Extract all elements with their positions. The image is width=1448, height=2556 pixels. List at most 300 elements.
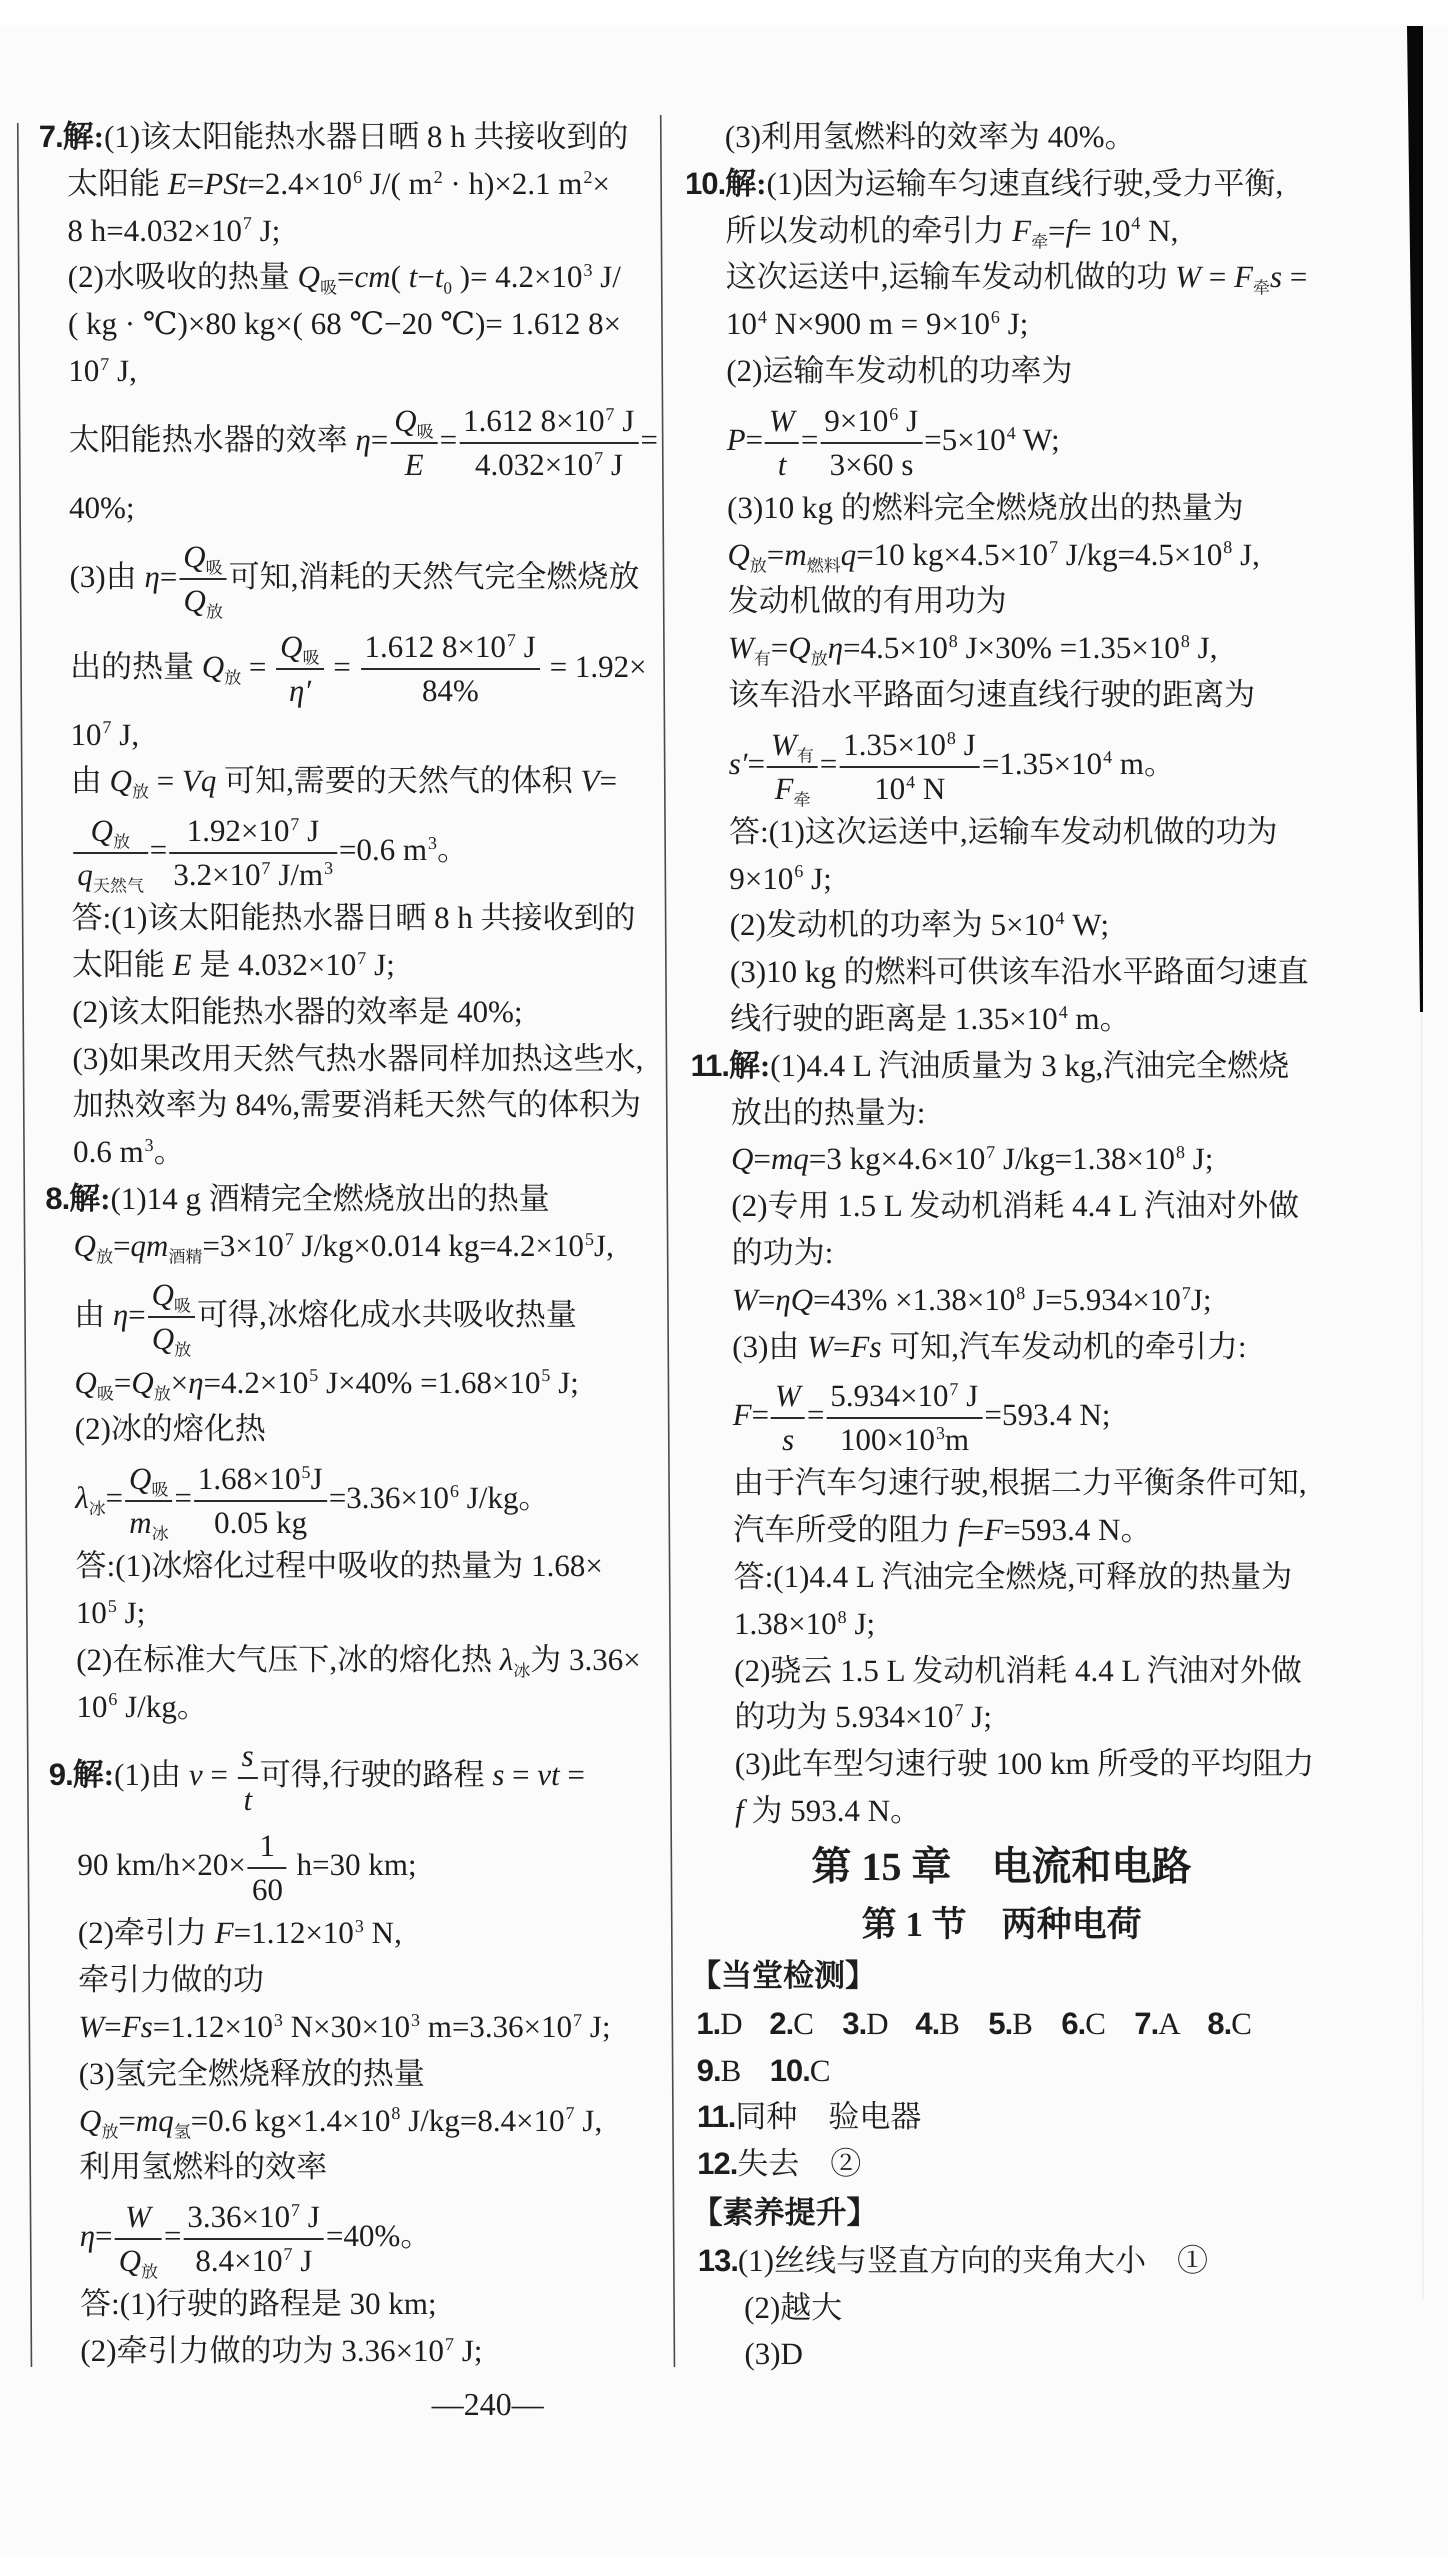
section-title <box>672 1899 1332 1951</box>
text-line <box>20 485 663 532</box>
text-run: 太阳能 <box>67 165 168 201</box>
fraction-bar <box>169 852 337 854</box>
text-line <box>670 1694 1330 1741</box>
subscript: 放 <box>205 602 223 622</box>
answer-number: 9. <box>696 2052 721 2088</box>
text-run: J, <box>1232 536 1260 572</box>
fraction <box>459 401 639 485</box>
text-line <box>30 2098 673 2145</box>
fraction <box>771 1376 805 1460</box>
superscript: 5 <box>541 1365 551 1386</box>
superscript: 7 <box>100 353 110 374</box>
subscript: 吸 <box>173 1296 192 1316</box>
subsection-label <box>673 2188 1333 2238</box>
text-run: J, <box>111 716 140 752</box>
superscript: 7 <box>573 2009 583 2030</box>
superscript: 6 <box>108 1689 118 1710</box>
answer-choice <box>842 2001 915 2048</box>
math-italic: E <box>172 946 192 982</box>
math-italic: η <box>355 421 371 457</box>
text-line <box>18 208 661 255</box>
answer-number: 12. <box>697 2146 738 2182</box>
text-line <box>23 1036 666 1083</box>
superscript: 2 <box>583 166 593 187</box>
superscript: 7 <box>102 717 112 738</box>
text-line <box>19 254 662 301</box>
fraction-numerator <box>169 811 337 851</box>
question-number: 11. <box>690 1047 730 1083</box>
text-run: = <box>832 1328 851 1364</box>
text-run: 第 15 章 电流和电路 <box>811 1843 1192 1889</box>
text-run: N×900 m = 9×10 <box>766 306 991 342</box>
text-run: J <box>955 726 976 762</box>
math-italic: f <box>957 1512 967 1548</box>
text-line <box>666 949 1326 996</box>
question-first-line <box>18 114 661 161</box>
fraction-bar <box>73 852 148 854</box>
superscript: 7 <box>242 213 252 234</box>
superscript: 4 <box>1006 422 1016 443</box>
answer-letter: D <box>720 2005 743 2041</box>
math-italic: W <box>1175 259 1202 295</box>
math-italic: t <box>777 446 787 482</box>
text-run: N <box>915 770 946 806</box>
fraction-denominator <box>179 581 227 621</box>
answer-letter: B <box>939 2005 961 2041</box>
fraction-denominator <box>767 769 818 809</box>
text-run: J/kg。 <box>117 1688 208 1724</box>
text-run: = <box>104 2008 122 2044</box>
text-run: = <box>1281 259 1308 295</box>
text-run: 为 593.4 N。 <box>743 1792 922 1828</box>
text-run: 第 1 节 两种电荷 <box>861 1904 1142 1944</box>
math-italic: Q <box>201 648 225 684</box>
text-run: 的功为 5.934×10 <box>734 1699 954 1735</box>
text-line <box>663 485 1323 532</box>
fraction <box>183 2197 324 2281</box>
math-italic: η <box>144 558 160 594</box>
text-run: 可知,消耗的天然气完全燃烧放 <box>228 558 640 594</box>
math-italic: Q <box>727 536 750 572</box>
solution-label: 解: <box>69 1180 111 1216</box>
math-italic: F <box>214 1915 234 1951</box>
text-line <box>661 114 1321 161</box>
text-run: J; <box>1184 1141 1214 1177</box>
text-run: W; <box>1064 907 1110 943</box>
text-line <box>662 301 1322 348</box>
math-italic: mq <box>770 1141 809 1177</box>
text-run: 的功为: <box>731 1234 834 1270</box>
text-line <box>661 208 1321 255</box>
math-italic: η′ <box>288 673 312 709</box>
fraction-bar <box>238 1777 258 1779</box>
text-line <box>666 996 1326 1043</box>
subscript: 吸 <box>320 278 338 298</box>
text-run: = 10 <box>1074 212 1131 248</box>
text-line <box>664 672 1324 719</box>
text-run: 10 <box>75 1594 107 1630</box>
superscript: 7 <box>444 2333 455 2354</box>
superscript: 3 <box>354 1916 364 1937</box>
answer-letter: B <box>720 2052 742 2088</box>
text-run: 失去 ② <box>737 2146 862 2182</box>
text-run: 由于汽车匀速行驶,根据二力平衡条件可知, <box>732 1465 1307 1501</box>
text-run: (2)水吸收的热量 <box>67 259 298 295</box>
text-run: · h)×2.1 m <box>442 165 583 201</box>
answer-letter: A <box>1158 2005 1181 2041</box>
text-run: 汽车所受的阻力 <box>733 1512 959 1548</box>
text-run: =4.5×10 <box>842 630 948 666</box>
superscript: 7 <box>506 630 516 651</box>
subscript: 0 <box>443 278 453 298</box>
math-italic: mq <box>135 2102 174 2138</box>
math-italic: Q <box>118 2243 142 2278</box>
text-run: =3.36×10 <box>328 1480 450 1516</box>
text-run: = <box>599 763 618 799</box>
text-run: J/( m <box>361 165 433 201</box>
text-run: 0.05 kg <box>213 1505 308 1541</box>
fraction-denominator <box>169 855 337 895</box>
subscript: 天然气 <box>92 876 144 896</box>
text-run: m。 <box>1111 745 1176 781</box>
subscript: 放 <box>810 649 828 669</box>
text-run: 牵引力做的功 <box>77 1962 265 1998</box>
text-run: (3)由 <box>69 558 145 594</box>
text-run: J <box>299 813 320 849</box>
math-italic: t <box>408 259 418 295</box>
math-italic: t <box>434 259 444 295</box>
text-line <box>664 578 1324 625</box>
text-run: 答:(1)这次运送中,运输车发动机做的功为 <box>728 813 1278 849</box>
question-first-line <box>661 161 1321 208</box>
text-line <box>26 1543 669 1590</box>
text-run: 所以发动机的牵引力 <box>725 212 1013 248</box>
text-run: = <box>202 1757 236 1793</box>
text-run: ( kg · ℃)×80 kg×( 68 ℃−20 ℃)= 1.612 8× <box>67 306 622 342</box>
superscript: 7 <box>290 813 300 834</box>
text-run: 1.612 8×10 <box>462 402 605 438</box>
fraction <box>73 811 148 895</box>
question-first-line <box>24 1176 667 1223</box>
subscript: 吸 <box>302 648 320 668</box>
fraction-denominator <box>771 1420 805 1460</box>
formula-line <box>19 395 663 485</box>
text-line <box>663 532 1323 579</box>
text-run: 加热效率为 84%,需要消耗天然气的体积为 <box>72 1087 642 1123</box>
math-italic: P <box>726 421 746 457</box>
math-italic: F <box>732 1397 752 1433</box>
fraction-bar <box>390 442 437 444</box>
question-number: 10. <box>685 165 726 201</box>
math-italic: s′ <box>728 745 748 781</box>
fraction <box>826 1376 983 1460</box>
text-run: J <box>958 1378 979 1414</box>
subscript: 吸 <box>96 1384 114 1403</box>
text-line <box>31 2328 674 2375</box>
text-run: 放出的热量为: <box>730 1094 926 1130</box>
text-run: =1.35×10 <box>981 745 1103 781</box>
fraction-bar <box>183 2238 324 2240</box>
math-italic: η <box>188 1364 204 1400</box>
math-italic: W <box>768 402 795 438</box>
subscript: 放 <box>749 556 767 576</box>
text-run: = <box>800 421 819 457</box>
left-column <box>18 114 675 2375</box>
math-italic: Q <box>151 1277 175 1313</box>
text-run: J/kg×0.014 kg=4.2×10 <box>293 1227 585 1263</box>
text-line <box>667 1183 1327 1230</box>
math-italic: W <box>727 630 754 666</box>
text-run: × <box>592 165 611 201</box>
superscript: 4 <box>1058 1001 1068 1022</box>
superscript: 5 <box>309 1365 319 1386</box>
text-line <box>19 301 662 348</box>
fraction <box>147 1275 195 1359</box>
solution-label: 解: <box>62 119 105 154</box>
text-line <box>24 1129 667 1176</box>
fraction-denominator <box>459 445 639 485</box>
answer-choice <box>1207 2001 1280 2048</box>
math-italic: f <box>1065 212 1075 248</box>
text-run: (1)丝线与竖直方向的夹角大小 ① <box>737 2242 1209 2278</box>
answer-letter: C <box>1231 2005 1253 2041</box>
math-italic: Q <box>151 1321 175 1357</box>
fraction-numerator <box>765 401 799 441</box>
text-run: =3×10 <box>202 1227 284 1263</box>
text-run: J/kg=8.4×10 <box>400 2102 565 2138</box>
text-line <box>21 712 664 759</box>
subscript: 放 <box>101 2121 119 2141</box>
solution-label: 解: <box>725 165 767 201</box>
math-italic: Q <box>297 259 321 295</box>
superscript: 4 <box>906 771 916 792</box>
text-run: J; <box>1190 1281 1212 1317</box>
answer-choice <box>769 2001 842 2048</box>
fraction-denominator <box>826 1420 982 1460</box>
superscript: 7 <box>284 1228 294 1249</box>
text-run: 1.92×10 <box>186 813 290 849</box>
text-run: = <box>241 648 275 684</box>
fraction-numerator <box>276 627 324 667</box>
answer-subline <box>674 2285 1334 2332</box>
question-number: 9. <box>48 1757 73 1793</box>
math-italic: Q <box>183 539 206 575</box>
text-line <box>29 1910 672 1957</box>
text-run: (1)由 <box>113 1757 190 1793</box>
fraction-numerator <box>194 1459 327 1499</box>
text-run: 【当堂检测】 <box>689 1957 877 1993</box>
fraction <box>237 1736 258 1820</box>
text-run: 0.6 m <box>72 1134 144 1170</box>
fraction-denominator <box>765 445 799 485</box>
text-run: = <box>370 421 389 457</box>
text-run: = <box>94 2218 113 2254</box>
text-run: (1)4.4 L 汽油质量为 3 kg,汽油完全燃烧 <box>770 1047 1290 1083</box>
math-italic: Q <box>73 1227 97 1263</box>
fraction-bar <box>459 442 638 444</box>
superscript: 7 <box>357 947 367 968</box>
text-run: (3)D <box>744 2336 804 2372</box>
superscript: 7 <box>605 403 615 424</box>
text-run: m <box>944 1422 970 1458</box>
text-run: = <box>325 648 359 684</box>
text-line <box>18 161 661 208</box>
text-line <box>30 2051 673 2098</box>
text-run: 可知,需要的天然气的体积 <box>216 763 581 799</box>
text-run: (2)越大 <box>743 2289 843 2325</box>
fraction-denominator <box>183 2241 324 2281</box>
text-run: (2)发动机的功率为 5×10 <box>729 907 1055 943</box>
math-italic: v <box>188 1757 203 1793</box>
superscript: 7 <box>290 2199 301 2220</box>
math-italic: E <box>167 165 187 201</box>
text-run: =593.4 N; <box>984 1397 1111 1433</box>
math-italic: Vq <box>181 763 217 799</box>
text-run: = 1.92× <box>541 648 647 684</box>
text-run: 答:(1)冰熔化过程中吸收的热量为 1.68× <box>75 1548 603 1584</box>
fraction-denominator <box>839 769 980 809</box>
math-italic: W <box>770 726 797 762</box>
question-number: 8. <box>45 1180 70 1216</box>
fraction <box>767 725 818 809</box>
math-italic: λ <box>499 1641 514 1677</box>
superscript: 8 <box>948 631 958 652</box>
subscript: 有 <box>796 746 814 766</box>
text-run: 3×60 s <box>829 446 914 482</box>
fraction <box>820 401 922 485</box>
answer-choice <box>1134 2001 1207 2048</box>
text-run: =10 kg×4.5×10 <box>856 536 1049 572</box>
fraction-numerator <box>360 627 540 667</box>
text-run: = <box>128 1296 146 1332</box>
text-line <box>662 254 1322 301</box>
subscript: 放 <box>131 782 150 802</box>
text-run: J/kg=4.5×10 <box>1057 536 1223 572</box>
text-line <box>671 1788 1331 1835</box>
text-line <box>669 1554 1329 1601</box>
answer-choice <box>696 2001 769 2048</box>
formula-line <box>662 395 1323 485</box>
fraction-bar <box>194 1500 327 1502</box>
question-first-line <box>28 1730 672 1820</box>
fraction-bar <box>148 1316 195 1318</box>
math-italic: F <box>984 1512 1004 1548</box>
text-run: 8 h=4.032×10 <box>67 212 242 248</box>
text-run: J; <box>366 946 395 982</box>
subscript: 放 <box>153 1384 171 1403</box>
answer-number: 3. <box>842 2005 867 2041</box>
superscript: 7 <box>949 1379 959 1400</box>
text-run: 90 km/h×20× <box>77 1847 246 1883</box>
fraction-denominator <box>248 1870 287 1910</box>
text-run: (3)由 <box>732 1328 808 1364</box>
superscript: 7 <box>1049 537 1059 558</box>
text-line <box>19 348 662 395</box>
math-italic: ηQ <box>775 1281 814 1317</box>
text-run: = <box>819 745 838 781</box>
text-line <box>667 1136 1327 1183</box>
fraction-bar <box>179 578 226 580</box>
text-run: = <box>806 1397 825 1433</box>
fraction-numerator <box>237 1736 257 1776</box>
text-run: = <box>745 421 764 457</box>
text-run: J <box>292 2243 313 2278</box>
subsection-label <box>672 1951 1332 2001</box>
math-italic: F <box>1012 212 1032 248</box>
answer-letter: D <box>866 2005 889 2041</box>
math-italic: vt <box>537 1757 560 1793</box>
text-run: (1)该太阳能热水器日晒 8 h 共接收到的 <box>103 119 629 154</box>
math-italic: Q <box>394 402 417 438</box>
answer-number: 1. <box>696 2005 721 2041</box>
answer-number: 13. <box>697 2242 739 2278</box>
math-italic: m <box>784 536 807 572</box>
text-run: 由 <box>70 763 110 799</box>
text-run: 1.68×10 <box>197 1461 301 1497</box>
math-italic: q <box>77 857 93 893</box>
text-line <box>666 902 1326 949</box>
math-italic: Q <box>730 1141 754 1177</box>
text-line <box>27 1684 670 1731</box>
superscript: 7 <box>954 1700 964 1721</box>
math-italic: Q <box>78 2102 102 2138</box>
text-run: J/kg=1.38×10 <box>995 1141 1176 1177</box>
text-line <box>665 809 1325 856</box>
text-run: J <box>515 629 536 665</box>
text-line <box>29 1957 672 2004</box>
right-column <box>661 114 1335 2378</box>
math-italic: cm <box>354 259 391 295</box>
text-run: (2)牵引力做的功为 3.36×10 <box>80 2332 445 2368</box>
math-italic: W <box>731 1281 758 1317</box>
text-run: =1.12×10 <box>233 1915 354 1951</box>
answer-line <box>674 2238 1334 2285</box>
fraction <box>169 811 337 895</box>
text-run: 可得,行驶的路程 <box>259 1757 493 1793</box>
formula-line <box>25 1270 669 1360</box>
text-run: (3)如果改用天然气热水器同样加热这些水, <box>72 1040 644 1076</box>
text-run: 3.2×10 <box>173 857 261 893</box>
text-run: =1.12×10 <box>152 2008 274 2044</box>
superscript: 8 <box>1180 631 1190 652</box>
text-run: =5×10 <box>924 421 1006 457</box>
text-line <box>665 856 1325 903</box>
text-run: (2)在标准大气压下,冰的熔化热 <box>76 1641 500 1677</box>
text-run: 1.38×10 <box>733 1605 837 1641</box>
text-run: 由 <box>73 1296 113 1332</box>
fraction-bar <box>125 1500 172 1502</box>
superscript: 5 <box>107 1595 117 1616</box>
text-run: = <box>753 1141 772 1177</box>
text-run: =40%。 <box>325 2218 432 2254</box>
fraction-numerator <box>73 811 148 851</box>
answer-letter: B <box>1012 2005 1034 2041</box>
math-italic: Q <box>128 1461 152 1497</box>
text-run: 该车沿水平路面匀速直线行驶的距离为 <box>728 676 1256 712</box>
fraction-numerator <box>147 1275 195 1315</box>
fraction <box>248 1826 288 1910</box>
text-run: 84% <box>421 673 479 709</box>
fraction-bar <box>820 442 922 444</box>
text-line <box>24 1082 667 1129</box>
text-run: (1)14 g 酒精完全燃烧放出的热量 <box>110 1180 550 1216</box>
answer-number: 7. <box>1134 2005 1159 2041</box>
text-run: = <box>112 1227 131 1263</box>
math-italic: Fs <box>121 2008 153 2044</box>
fraction-numerator <box>771 1376 805 1416</box>
text-run: )= 4.2×10 <box>451 259 583 295</box>
superscript: 4 <box>1055 908 1065 929</box>
